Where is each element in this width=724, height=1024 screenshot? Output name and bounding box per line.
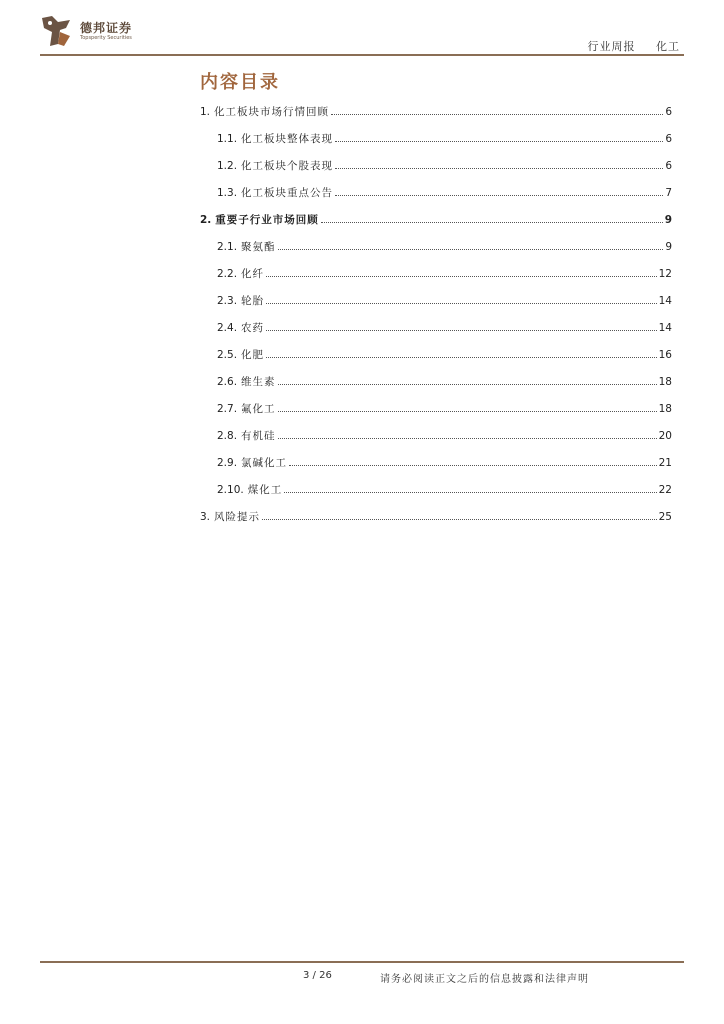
toc-entry-number: 2.3. xyxy=(217,295,238,307)
toc-entry-label: 农药 xyxy=(241,322,265,334)
toc-entry[interactable] xyxy=(200,239,672,266)
toc-entry-number: 2.4. xyxy=(217,322,238,334)
toc-entry-label: 煤化工 xyxy=(247,484,283,496)
toc-entry-number: 3. xyxy=(200,511,211,523)
toc-leader-dots xyxy=(266,267,657,277)
toc-entry[interactable] xyxy=(200,104,672,131)
toc-leader-dots xyxy=(266,348,657,358)
toc-leader-dots xyxy=(262,510,657,520)
toc-entry-label: 化纤 xyxy=(241,268,265,280)
toc-entry-label: 氟化工 xyxy=(241,403,276,415)
toc-leader-dots xyxy=(331,105,663,115)
toc-entry-label: 化工板块个股表现 xyxy=(241,160,334,172)
toc-entry-number: 2.8. xyxy=(217,430,238,442)
toc-entry-number: 2.1. xyxy=(217,241,238,253)
toc-entry[interactable] xyxy=(200,266,672,293)
toc-entry[interactable] xyxy=(200,131,672,158)
logo-mark-icon xyxy=(40,14,74,48)
page-header xyxy=(0,0,724,60)
toc-entry-label: 化工板块重点公告 xyxy=(241,187,334,199)
toc-entry[interactable] xyxy=(200,212,672,239)
toc-entry-page: 14 xyxy=(658,295,672,307)
toc-entry-page: 12 xyxy=(658,268,672,280)
toc-entry-label: 有机硅 xyxy=(241,430,276,442)
toc-entry-label: 化肥 xyxy=(241,349,265,361)
toc-leader-dots xyxy=(335,159,663,169)
toc-entry-page: 7 xyxy=(665,187,672,199)
toc-leader-dots xyxy=(278,429,657,439)
toc-entry[interactable] xyxy=(200,293,672,320)
toc-entry-number: 1.1. xyxy=(217,133,238,145)
toc-entry-page: 22 xyxy=(658,484,672,496)
toc-entry[interactable] xyxy=(200,347,672,374)
footer-disclaimer: 请务必阅读正文之后的信息披露和法律声明 xyxy=(380,974,589,985)
toc-entry-page: 6 xyxy=(665,133,672,145)
toc-entry-label: 化工板块市场行情回顾 xyxy=(214,106,330,118)
toc-entry[interactable] xyxy=(200,158,672,185)
toc-entry-page: 18 xyxy=(658,376,672,388)
toc-entry-number: 2.7. xyxy=(217,403,238,415)
toc-entry-page: 14 xyxy=(658,322,672,334)
toc-leader-dots xyxy=(278,375,657,385)
toc-entry-page: 9 xyxy=(665,241,672,253)
toc-entry-number: 1.2. xyxy=(217,160,238,172)
toc-entry-page: 16 xyxy=(658,349,672,361)
toc-entry-page: 9 xyxy=(664,214,672,226)
toc-entry[interactable] xyxy=(200,428,672,455)
toc-entry-number: 2.9. xyxy=(217,457,238,469)
toc-entry[interactable] xyxy=(200,320,672,347)
toc-leader-dots xyxy=(321,213,663,223)
toc-entry-page: 21 xyxy=(658,457,672,469)
toc-entry[interactable] xyxy=(200,482,672,509)
toc-title: 内容目录 xyxy=(200,72,280,93)
toc-entry-label: 风险提示 xyxy=(214,511,261,523)
toc-entry[interactable] xyxy=(200,509,672,536)
toc-entry-label: 氯碱化工 xyxy=(241,457,288,469)
toc-entry-number: 2.6. xyxy=(217,376,238,388)
toc-entry[interactable] xyxy=(200,401,672,428)
toc-entry-number: 1. xyxy=(200,106,211,118)
toc-leader-dots xyxy=(335,132,663,142)
company-logo xyxy=(40,14,132,48)
toc-entry-number: 1.3. xyxy=(217,187,238,199)
toc-entry-page: 6 xyxy=(665,160,672,172)
toc-entry[interactable] xyxy=(200,185,672,212)
report-industry: 化工 xyxy=(656,40,680,53)
toc-leader-dots xyxy=(266,294,657,304)
toc-leader-dots xyxy=(284,483,656,493)
report-category: 行业周报 xyxy=(587,40,636,53)
toc-entry-label: 重要子行业市场回顾 xyxy=(215,214,319,226)
toc-entry[interactable] xyxy=(200,455,672,482)
toc-entry-page: 20 xyxy=(658,430,672,442)
toc-entry-label: 维生素 xyxy=(241,376,276,388)
page-number: 3 / 26 xyxy=(303,970,332,981)
logo-cn-text: 德邦证券 xyxy=(80,20,133,35)
toc-leader-dots xyxy=(266,321,657,331)
toc-entry-label: 轮胎 xyxy=(241,295,265,307)
toc-leader-dots xyxy=(289,456,657,466)
toc-entry-number: 2. xyxy=(200,214,212,226)
toc-entry-number: 2.10. xyxy=(217,484,244,496)
header-tags xyxy=(588,38,681,54)
logo-en-text: Topsperity Securities xyxy=(80,34,132,41)
toc-entry-label: 聚氨酯 xyxy=(241,241,276,253)
toc-entry-page: 25 xyxy=(658,511,672,523)
toc-entry[interactable] xyxy=(200,374,672,401)
toc-entry-page: 6 xyxy=(665,106,672,118)
toc-leader-dots xyxy=(335,186,663,196)
table-of-contents xyxy=(200,104,672,536)
toc-entry-number: 2.2. xyxy=(217,268,238,280)
toc-entry-label: 化工板块整体表现 xyxy=(241,133,334,145)
toc-leader-dots xyxy=(278,402,657,412)
toc-leader-dots xyxy=(278,240,664,250)
toc-entry-number: 2.5. xyxy=(217,349,238,361)
footer-divider xyxy=(40,961,684,963)
toc-entry-page: 18 xyxy=(658,403,672,415)
header-divider xyxy=(40,54,684,56)
